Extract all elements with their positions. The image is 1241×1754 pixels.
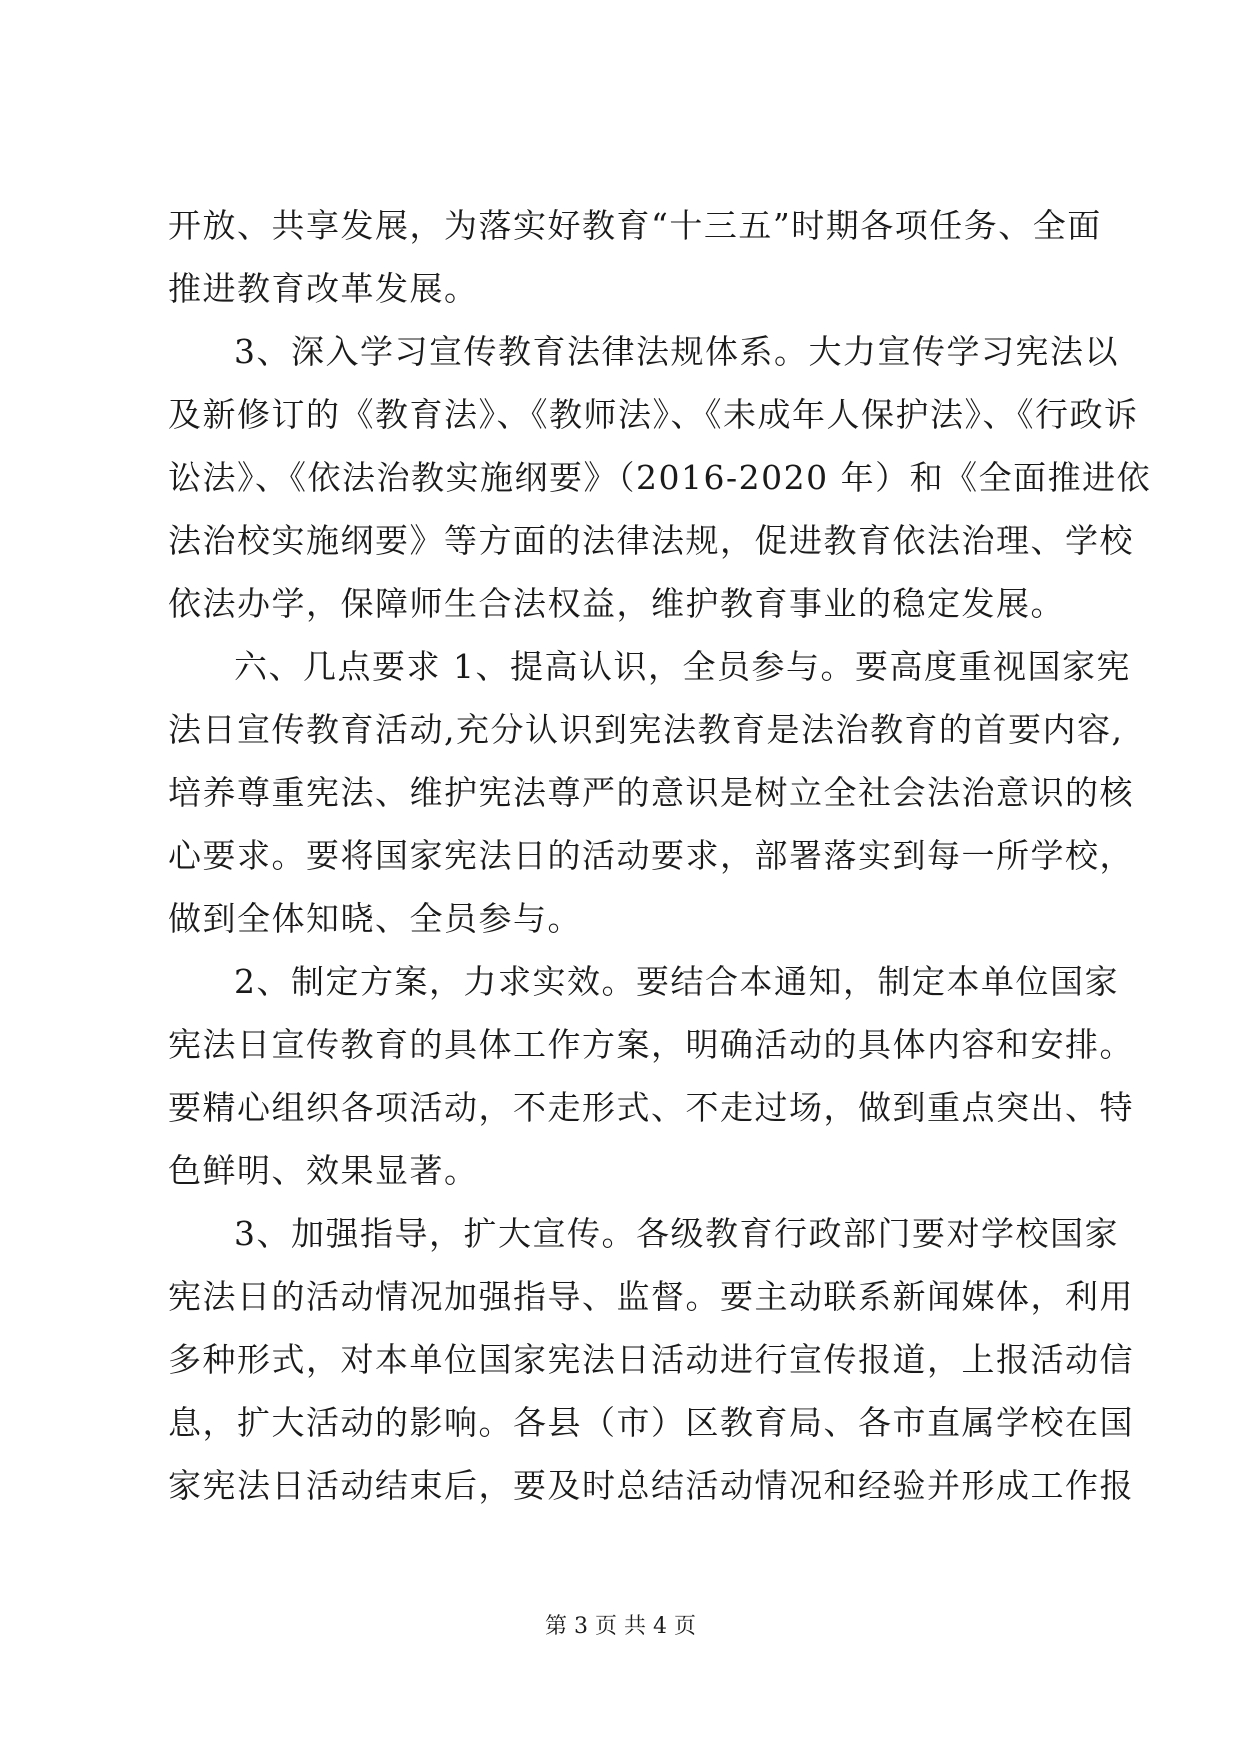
text-line: 宪法日宣传教育的具体工作方案，明确活动的具体内容和安排。: [168, 1025, 1134, 1064]
text-line: 家宪法日活动结束后，要及时总结活动情况和经验并形成工作报: [168, 1466, 1134, 1505]
text-line: 依法办学，保障师生合法权益，维护教育事业的稳定发展。: [168, 584, 1065, 623]
paragraph-first-line: 六、几点要求 1、提高认识，全员参与。要高度重视国家宪: [234, 647, 1131, 686]
text-line: 推进教育改革发展。: [168, 269, 479, 308]
paragraph-first-line: 3、加强指导，扩大宣传。各级教育行政部门要对学校国家: [234, 1214, 1119, 1253]
text-line: 法治校实施纲要》等方面的法律法规，促进教育依法治理、学校: [168, 521, 1134, 560]
text-line: 要精心组织各项活动，不走形式、不走过场，做到重点突出、特: [168, 1088, 1134, 1127]
page-footer: 第 3 页 共 4 页: [545, 1614, 696, 1639]
text-line: 宪法日的活动情况加强指导、监督。要主动联系新闻媒体，利用: [168, 1277, 1134, 1316]
paragraph-first-line: 3、深入学习宣传教育法律法规体系。大力宣传学习宪法以: [234, 332, 1119, 371]
text-line: 及新修订的《教育法》、《教师法》、《未成年人保护法》、《行政诉: [168, 395, 1139, 434]
text-line: 开放、共享发展，为落实好教育“十三五”时期各项任务、全面: [168, 206, 1102, 245]
paragraph-first-line: 2、制定方案，力求实效。要结合本通知，制定本单位国家: [234, 962, 1119, 1001]
text-line: 讼法》、《依法治教实施纲要》（2016-2020 年）和《全面推进依: [168, 458, 1152, 497]
text-line: 息，扩大活动的影响。各县（市）区教育局、各市直属学校在国: [168, 1403, 1134, 1442]
text-line: 法日宣传教育活动,充分认识到宪法教育是法治教育的首要内容,: [168, 710, 1124, 749]
text-line: 多种形式，对本单位国家宪法日活动进行宣传报道，上报活动信: [168, 1340, 1134, 1379]
text-line: 色鲜明、效果显著。: [168, 1151, 479, 1190]
text-line: 做到全体知晓、全员参与。: [168, 899, 582, 938]
text-line: 心要求。要将国家宪法日的活动要求，部署落实到每一所学校，: [168, 836, 1134, 875]
text-line: 培养尊重宪法、维护宪法尊严的意识是树立全社会法治意识的核: [168, 773, 1134, 812]
